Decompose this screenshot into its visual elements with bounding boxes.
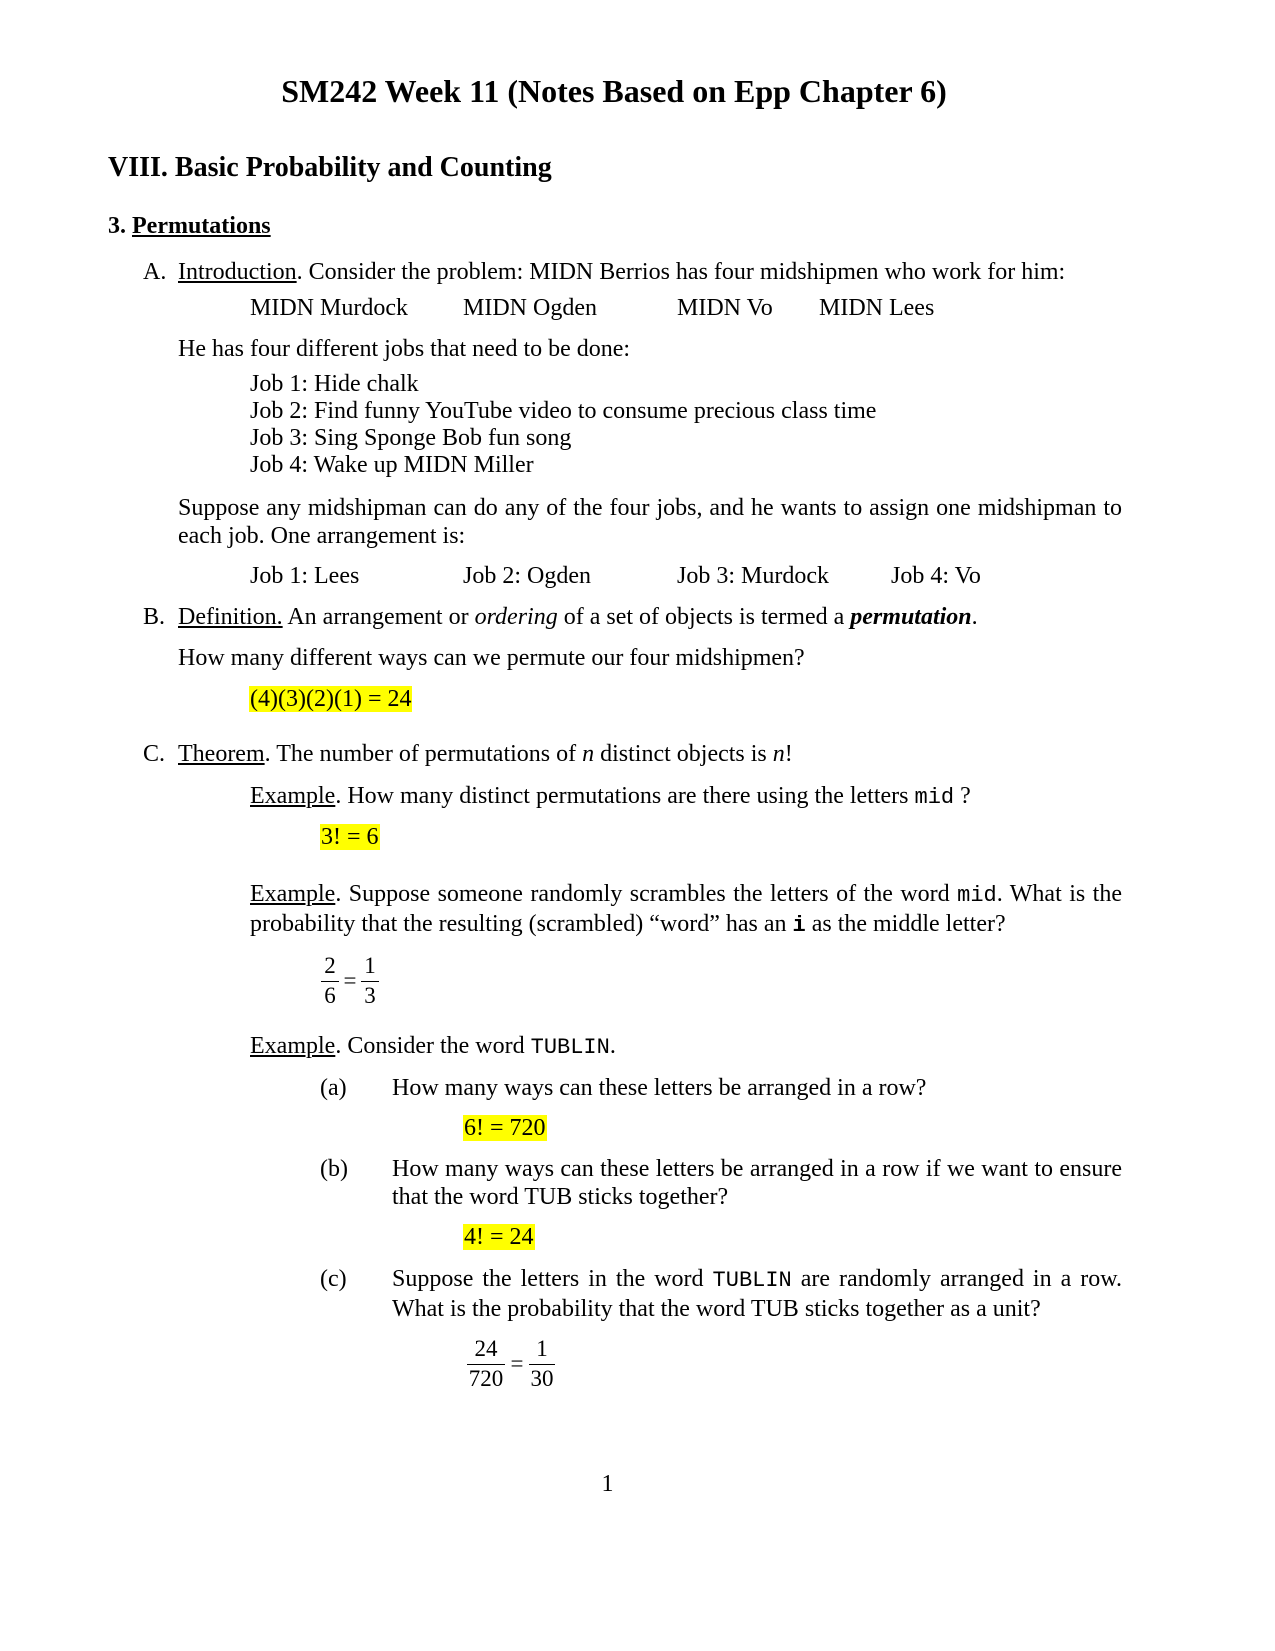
- part-c-text: Suppose the letters in the word: [392, 1266, 713, 1292]
- midshipman-2: MIDN Ogden: [463, 295, 597, 321]
- fraction-numerator: 24: [474, 1336, 498, 1361]
- letter-i: i: [792, 913, 806, 938]
- theorem-marker: C.: [143, 741, 166, 767]
- part-a-question: How many ways can these letters be arranged in a row?: [392, 1075, 927, 1101]
- fraction-denominator: 720: [468, 1366, 504, 1391]
- answer-highlight: 4! = 24: [464, 1224, 534, 1250]
- job-item: Job 3: Sing Sponge Bob fun song: [250, 425, 572, 451]
- example-text: ?: [954, 783, 971, 809]
- page-title: SM242 Week 11 (Notes Based on Epp Chapter 6): [281, 73, 947, 109]
- theorem-text: distinct objects is: [594, 741, 773, 767]
- fraction-numerator: 1: [364, 953, 376, 978]
- example-text: . How many distinct permutations are there using the letters: [335, 783, 915, 809]
- part-b-label: (b): [320, 1156, 348, 1182]
- part-c-text: are randomly arranged in a row. What is the probability that the word TUB sticks together as a unit?: [392, 1266, 1122, 1322]
- word-tublin: TUBLIN: [712, 1268, 792, 1293]
- answer-highlight: 3! = 6: [321, 824, 379, 850]
- fraction-bar: [361, 981, 379, 982]
- part-b-answer: [463, 1223, 535, 1251]
- example-2: [250, 880, 1122, 940]
- part-a-label: (a): [320, 1075, 347, 1101]
- example-1-answer: [320, 823, 380, 851]
- word-mid: mid: [957, 883, 997, 908]
- page-number: 1: [601, 1471, 614, 1497]
- fraction-numerator: 2: [324, 953, 336, 978]
- fraction-denominator: 6: [324, 983, 336, 1008]
- fraction-denominator: 30: [530, 1366, 554, 1391]
- part-c-question: [392, 1265, 1122, 1323]
- example-3: [250, 1032, 616, 1062]
- theorem-label: Theorem: [178, 741, 265, 767]
- answer-highlight: (4)(3)(2)(1) = 24: [250, 686, 412, 712]
- fraction-equation: [318, 953, 382, 1011]
- arrangement-2: Job 2: Ogden: [463, 563, 591, 589]
- midshipman-1: MIDN Murdock: [250, 295, 408, 321]
- midshipman-4: MIDN Lees: [819, 295, 935, 321]
- intro-text: . Consider the problem: MIDN Berrios has four midshipmen who work for him:: [296, 259, 1066, 285]
- intro-marker: A.: [143, 259, 167, 285]
- example-label: Example: [250, 783, 336, 809]
- arrangement-3: Job 3: Murdock: [677, 563, 829, 589]
- definition-text: of a set of objects is termed a: [557, 604, 851, 630]
- intro-label: Introduction: [178, 259, 297, 285]
- chapter-heading: VIII. Basic Probability and Counting: [108, 152, 552, 183]
- theorem-factorial: !: [784, 741, 793, 767]
- fraction-bar: [529, 1364, 555, 1365]
- example-text: . Suppose someone randomly scrambles the letters of the word: [335, 881, 958, 907]
- example-text: as the middle letter?: [805, 911, 1006, 937]
- example-text: .: [609, 1033, 616, 1059]
- definition-answer: [249, 685, 412, 713]
- equals-sign: =: [343, 968, 357, 993]
- jobs-list: [250, 371, 876, 479]
- theorem-n: n: [582, 741, 595, 767]
- theorem-text: . The number of permutations of: [264, 741, 583, 767]
- arrangement-1: Job 1: Lees: [250, 563, 360, 589]
- definition-term: permutation: [850, 604, 972, 630]
- suppose-paragraph: Suppose any midshipman can do any of the four jobs, and he wants to assign one midshipman to each job. One arrangement is:: [178, 495, 1122, 549]
- fraction-bar: [321, 981, 339, 982]
- section-title: Permutations: [132, 213, 271, 239]
- section-heading: [108, 212, 271, 240]
- answer-highlight: 6! = 720: [464, 1115, 546, 1141]
- word-tublin: TUBLIN: [530, 1035, 610, 1060]
- definition-question: How many different ways can we permute our four midshipmen?: [178, 645, 805, 671]
- arrangement-4: Job 4: Vo: [891, 563, 981, 589]
- part-c-label: (c): [320, 1266, 347, 1292]
- definition-marker: B.: [143, 604, 166, 630]
- part-a-answer: [463, 1114, 547, 1142]
- fraction-denominator: 3: [364, 983, 376, 1008]
- definition-text: An arrangement or: [282, 604, 475, 630]
- midshipman-3: MIDN Vo: [677, 295, 773, 321]
- example-text: . What is the probability that the resulting (scrambled) “word” has an: [250, 881, 1122, 937]
- example-label: Example: [250, 1033, 336, 1059]
- jobs-intro: He has four different jobs that need to be done:: [178, 336, 631, 362]
- section-number: 3.: [108, 213, 126, 239]
- fraction-equation: [464, 1336, 560, 1394]
- fraction-bar: [467, 1364, 505, 1365]
- job-item: Job 2: Find funny YouTube video to consume precious class time: [250, 398, 877, 424]
- definition-ordering: ordering: [474, 604, 558, 630]
- theorem-line: [178, 740, 793, 768]
- intro-line: [178, 258, 1065, 286]
- theorem-n: n: [772, 741, 785, 767]
- job-item: Job 4: Wake up MIDN Miller: [250, 452, 534, 478]
- example-1: [250, 782, 971, 812]
- job-item: Job 1: Hide chalk: [250, 371, 419, 397]
- word-mid: mid: [914, 785, 955, 810]
- definition-line: [178, 603, 978, 631]
- definition-period: .: [971, 604, 978, 630]
- part-b-question: How many ways can these letters be arranged in a row if we want to ensure that the word TUB sticks together?: [392, 1156, 1122, 1210]
- example-label: Example: [250, 881, 336, 907]
- equals-sign: =: [510, 1351, 524, 1376]
- definition-label: Definition.: [178, 604, 283, 630]
- example-text: . Consider the word: [335, 1033, 531, 1059]
- fraction-numerator: 1: [536, 1336, 548, 1361]
